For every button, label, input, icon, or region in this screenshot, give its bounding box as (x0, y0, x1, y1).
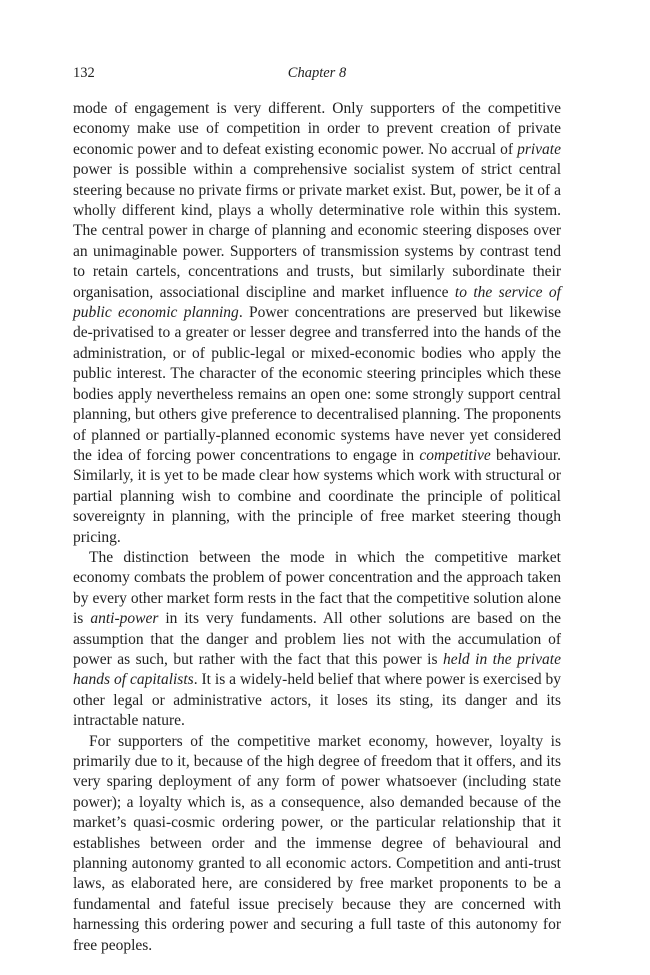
page-number: 132 (73, 65, 95, 81)
paragraph-1 (73, 99, 561, 548)
page-header (73, 65, 561, 87)
text-run: in its very fundaments. All other solutions are based on the assumption that the danger and problem lies not with the accumulation of power as such, but rather with the fact that this power is (73, 610, 561, 668)
running-head: Chapter 8 (287, 65, 347, 81)
paragraph-3 (73, 732, 561, 956)
italic-phrase: competitive (419, 446, 491, 464)
body-text (73, 99, 561, 956)
italic-phrase: to the service of public economic planning (73, 283, 561, 322)
text-run: behaviour. Similarly, it is yet to be made clear how systems which work with structural or partial planning wish to combine and coordinate the principle of political sovereignty in planning, with the principle of free market steering though pricing. (73, 446, 561, 546)
text-run: The distinction between the mode in which the competitive market economy combats the problem of power concentration and the approach taken by every other market form rests in the fact that the competitive solution alone is (73, 548, 561, 628)
paragraph-2 (73, 548, 561, 732)
text-run: . Power concentrations are preserved but likewise de-privatised to a greater or lesser degree and transferred into the hands of the administration, or of public-legal or mixed-economic bodies who apply the public interest. The character of the economic steering principles which these bodies apply nevertheless remains an open one: some strongly support central planning, but others give preference to decentralised planning. The proponents of planned or partially-planned economic systems have never yet considered the idea of forcing power concentrations to engage in (73, 304, 561, 464)
text-run: . It is a widely-held belief that where power is exercised by other legal or administrative actors, it loses its sting, its danger and its intractable nature. (73, 671, 561, 730)
italic-phrase: held in the private hands of capitalists (73, 650, 561, 689)
italic-phrase: private (517, 140, 561, 158)
text-run: mode of engagement is very different. Only supporters of the competitive economy make use of competition in order to prevent creation of private economic power and to defeat existing economic power. No accrual of (73, 100, 561, 158)
italic-phrase: anti-power (90, 610, 159, 628)
text-run: For supporters of the competitive market economy, however, loyalty is primarily due to it, because of the high degree of freedom that it offers, and its very sparing deployment of any form of power whatsoever (including state power); a loyalty which is, as a consequence, also demanded because of the market’s quasi-cosmic ordering power, or the particular relationship that it establishes between order and the immense degree of behavioural and planning autonomy granted to all economic actors. Competition and anti-trust laws, as elaborated here, are considered by free market proponents to be a fundamental and fateful issue precisely because they are concerned with harnessing this ordering power and securing a full taste of this autonomy for free peoples. (73, 732, 561, 954)
text-run: power is possible within a comprehensive socialist system of strict central steering because no private firms or private market exist. But, power, be it of a wholly different kind, plays a wholly determinative role within this system. The central power in charge of planning and economic steering disposes over an unimaginable power. Supporters of transmission systems by contrast tend to retain cartels, concentrations and trusts, but similarly subordinate their organisation, associational discipline and market influence (73, 161, 561, 301)
